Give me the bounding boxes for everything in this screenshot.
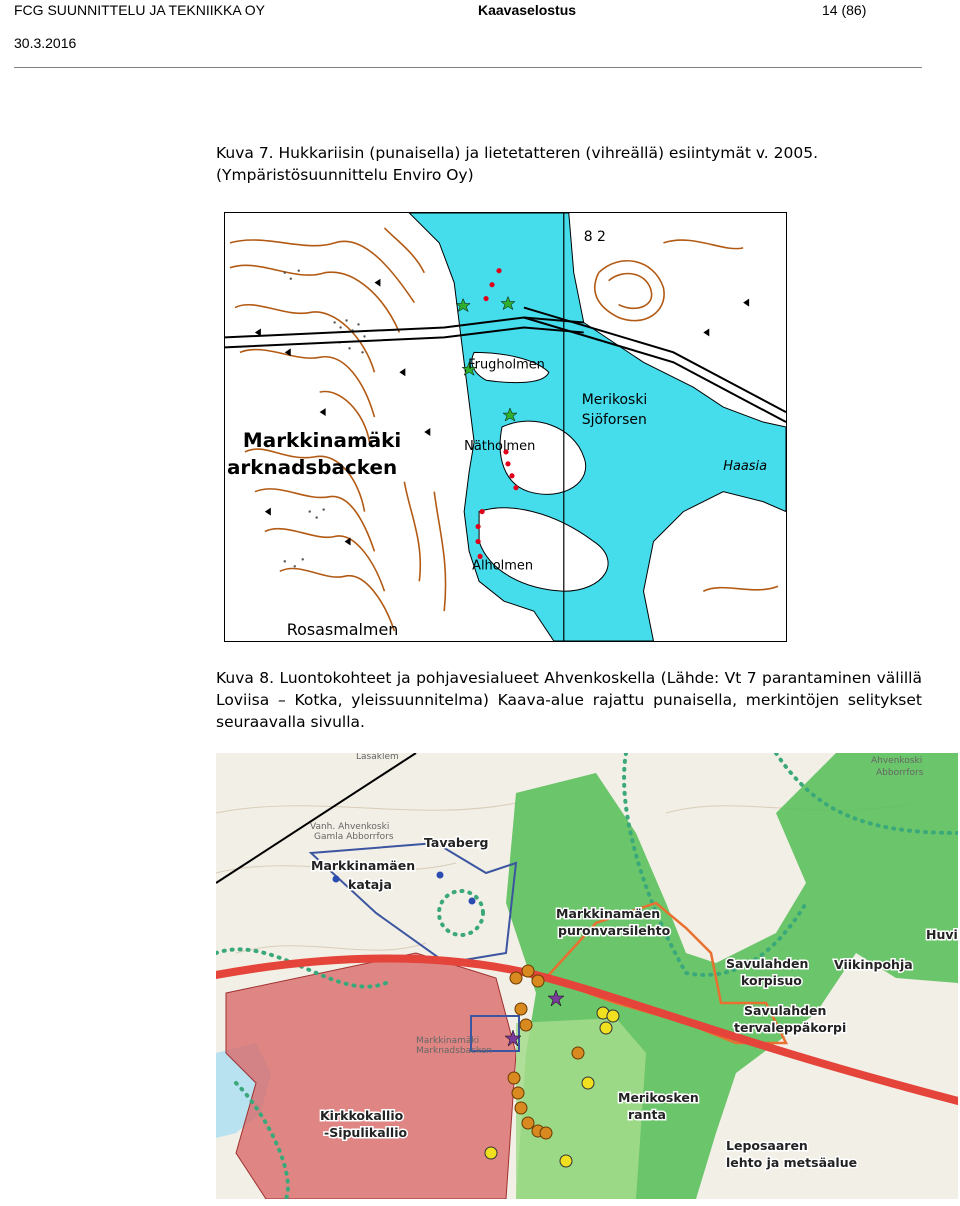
label-lasaklem: Lasaklem: [356, 753, 399, 762]
label-tavaberg: Tavaberg: [424, 835, 489, 850]
label-ahvenkoski-top: Ahvenkoski: [871, 756, 923, 766]
label-tervaleppakorpi-2: tervaleppäkorpi: [734, 1020, 847, 1035]
label-viikinpohja: Viikinpohja: [834, 957, 913, 972]
figure7-caption: Kuva 7. Hukkariisin (punaisella) ja lietetatteren (vihreällä) esiintymät v. 2005. (Ympäristösuunnittelu Enviro Oy): [216, 144, 819, 184]
label-vanha-ahvenkoski: Vanh. Ahvenkoski: [310, 822, 390, 832]
label-frugholmen: Frugholmen: [468, 357, 545, 373]
label-gamla-abborrfors: Gamla Abborrfors: [314, 832, 394, 842]
label-marknadsbacken-small: Marknadsbacken: [416, 1046, 493, 1056]
label-markkinamaen-kataja-1: Markkinamäen: [311, 858, 416, 873]
label-korpisuo-2: korpisuo: [741, 973, 802, 988]
document-title: Kaavaselostus: [478, 2, 577, 18]
label-merikoski: Merikoski: [581, 392, 648, 409]
figure8-caption: Kuva 8. Luontokohteet ja pohjavesialueet Ahvenkoskella (Lähde: Vt 7 parantaminen välillä Loviisa – Kotka, yleissuunnitelma) Kaava-alue rajattu punaisella, merkintöjen selitykset seuraavalla sivulla.: [216, 669, 922, 731]
groundwater-area: [226, 953, 516, 1199]
label-road-number: 8 2: [583, 228, 606, 245]
label-kirkkokallio-1: Kirkkokallio: [320, 1108, 404, 1123]
label-merikosken-ranta-2: ranta: [628, 1107, 666, 1122]
document-date: 30.3.2016: [14, 35, 77, 51]
label-natholmen: Nätholmen: [464, 438, 536, 454]
label-sjoforsen: Sjöforsen: [581, 412, 647, 429]
label-abborrfors: Abborrfors: [876, 768, 924, 778]
label-leposaaren-1: Leposaaren: [726, 1138, 808, 1153]
company-name: FCG SUUNNITTELU JA TEKNIIKKA OY: [14, 2, 266, 18]
label-kirkkokallio-2: -Sipulikallio: [324, 1125, 408, 1140]
label-alholmen: Alholmen: [472, 558, 534, 574]
figure7-topographic-map: [224, 212, 787, 642]
label-haasia: Haasia: [723, 458, 768, 474]
label-puronvarsilehto-2: puronvarsilehto: [558, 923, 671, 938]
label-markkinamaki: Markkinamäki: [242, 428, 402, 452]
label-leposaaren-2: lehto ja metsäalue: [726, 1155, 858, 1170]
nature-site-area: [516, 1018, 646, 1199]
label-tervaleppakorpi-1: Savulahden: [744, 1003, 827, 1018]
figure8-nature-map: [216, 753, 958, 1199]
page-number: 14 (86): [822, 2, 867, 18]
header-divider: [14, 67, 922, 68]
label-markkinamaki-small: Markkinamäki: [416, 1036, 480, 1046]
label-rosasmalmen: Rosasmalmen: [286, 620, 399, 640]
label-marknadsbacken: arknadsbacken: [226, 455, 398, 479]
label-huvi: Huvi: [926, 927, 958, 942]
label-merikosken-ranta-1: Merikosken: [618, 1090, 699, 1105]
label-markkinamaen-kataja-2: kataja: [348, 877, 392, 892]
label-korpisuo-1: Savulahden: [726, 956, 809, 971]
label-puronvarsilehto-1: Markkinamäen: [556, 906, 661, 921]
